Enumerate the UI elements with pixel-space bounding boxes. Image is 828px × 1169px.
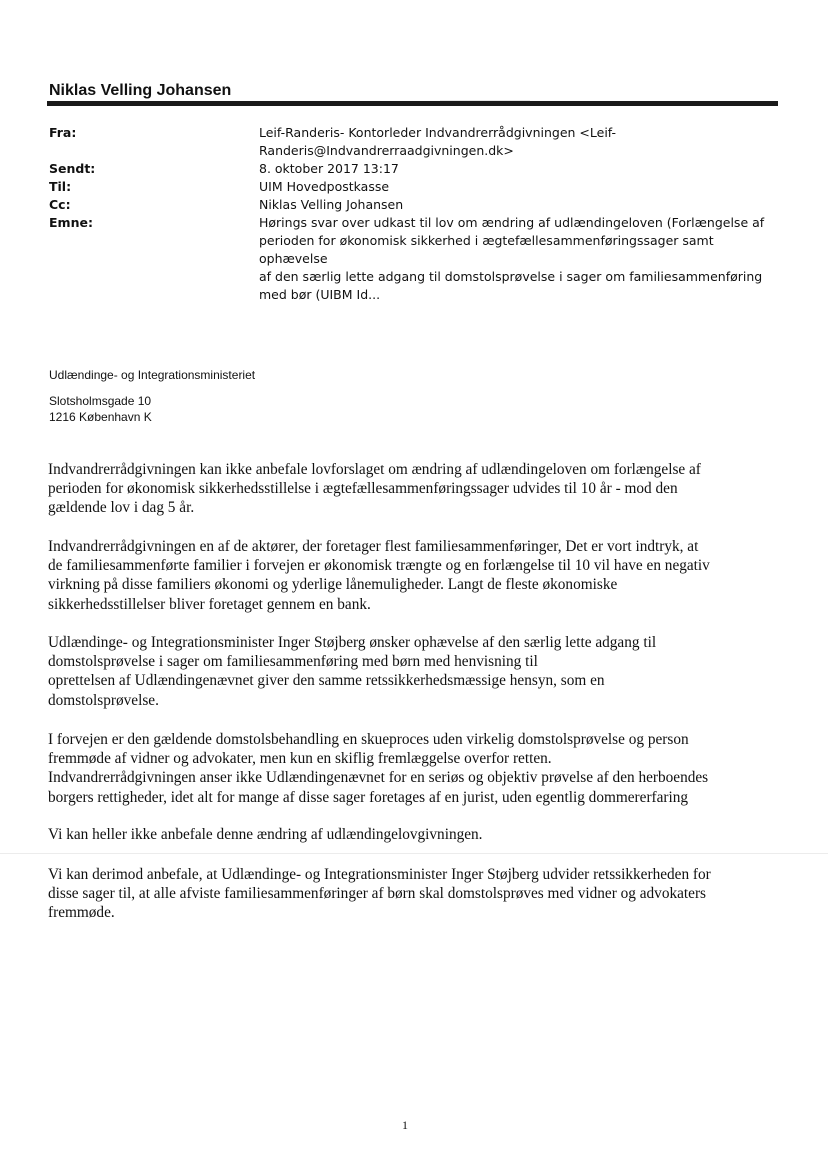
subject-line: Hørings svar over udkast til lov om ændring af udlændingeloven (Forlængelse af <box>259 215 765 230</box>
from-value-line: Leif-Randeris- Kontorleder Indvandrerrådgivningen <Leif- <box>259 125 617 140</box>
header-rule <box>47 101 778 106</box>
paragraph <box>48 537 770 614</box>
subject-line: med bør (UIBM Id... <box>259 287 381 302</box>
paragraph-line: de familiesammenførte familier i forvejen er økonomisk trængte og en forlængelse til 10 vil have en negativ <box>48 557 710 575</box>
recipient-address <box>49 393 152 425</box>
recipient-org: Udlændinge- og Integrationsministeriet <box>49 368 256 382</box>
paragraph-line: Indvandrerrådgivningen kan ikke anbefale lovforslaget om ændring af udlændingeloven om forlængelse af <box>48 461 701 478</box>
paragraph-line: gældende lov i dag 5 år. <box>48 499 195 517</box>
paragraph <box>48 460 770 518</box>
cc-label: Cc: <box>49 197 71 212</box>
sent-label: Sendt: <box>49 161 96 176</box>
paragraph-line: Indvandrerrådgivningen en af de aktører, der foretager flest familiesammenføringer, Det er vort indtryk, at <box>48 538 699 555</box>
paragraph-line: sikkerhedsstillelser bliver foretaget gennem en bank. <box>48 595 371 613</box>
sender-name-heading: Niklas Velling Johansen <box>49 82 232 99</box>
paragraph-line: fremmøde af vidner og advokater, men kun en skiflig fremlæggelse overfor retten. <box>48 750 552 768</box>
paragraph-line: I forvejen er den gældende domstolsbehandling en skueproces uden virkelig domstolsprøvelse og person <box>48 731 689 748</box>
paragraph <box>48 730 770 807</box>
subject-line: af den særlig lette adgang til domstolsprøvelse i sager om familiesammenføring <box>259 269 763 284</box>
recipient-street: Slotsholmsgade 10 <box>49 394 152 408</box>
paragraph-line: fremmøde. <box>48 904 115 922</box>
paragraph-line: Indvandrerrådgivningen anser ikke Udlændingenævnet for en seriøs og objektiv prøvelse af den herboendes <box>48 769 709 787</box>
subject-line: perioden for økonomisk sikkerhed i ægtefællesammenføringssager samt ophævelse <box>259 233 714 266</box>
cc-value: Niklas Velling Johansen <box>259 197 404 212</box>
paragraph-line: domstolsprøvelse. <box>48 691 159 709</box>
paragraph-line: Vi kan derimod anbefale, at Udlændinge- og Integrationsminister Inger Støjberg udvider retssikkerheden for <box>48 866 711 883</box>
from-label: Fra: <box>49 125 77 140</box>
paragraph-line: disse sager til, at alle afviste familiesammenføringer af børn skal domstolsprøves med vidner og advokaters <box>48 885 707 903</box>
paragraph-line: virkning på disse familiers økonomi og yderlige lånemuligheder. Langt de fleste økonomiske <box>48 576 618 594</box>
paragraph <box>48 633 770 710</box>
paragraph-line: Udlændinge- og Integrationsminister Inger Støjberg ønsker ophævelse af den særlig lette adgang til <box>48 634 657 651</box>
sent-value: 8. oktober 2017 13:17 <box>259 161 399 176</box>
paragraph-line: perioden for økonomisk sikkerhedsstillelse i ægtefællesammenføringssager udvides til 10 år - mod den <box>48 480 678 498</box>
recipient-city: 1216 København K <box>49 410 152 424</box>
from-value <box>259 124 784 160</box>
scan-artifact <box>0 853 828 854</box>
from-value-line: Randeris@Indvandrerraadgivningen.dk> <box>259 143 514 158</box>
scan-artifact <box>440 100 530 101</box>
to-label: Til: <box>49 179 72 194</box>
subject-value <box>259 214 784 304</box>
paragraph-line: Vi kan heller ikke anbefale denne ændring af udlændingelovgivningen. <box>48 826 483 843</box>
paragraph <box>48 865 770 923</box>
subject-label: Emne: <box>49 215 93 230</box>
to-value: UIM Hovedpostkasse <box>259 179 390 194</box>
paragraph-line: borgers rettigheder, idet alt for mange af disse sager foretages af en jurist, uden egentlig dommererfaring <box>48 788 689 806</box>
paragraph-line: oprettelsen af Udlændingenævnet giver den samme retssikkerhedsmæssige hensyn, som en <box>48 672 605 690</box>
paragraph-line: domstolsprøvelse i sager om familiesammenføring med børn med henvisning til <box>48 653 538 671</box>
page-number: 1 <box>402 1118 408 1132</box>
paragraph <box>48 825 770 844</box>
